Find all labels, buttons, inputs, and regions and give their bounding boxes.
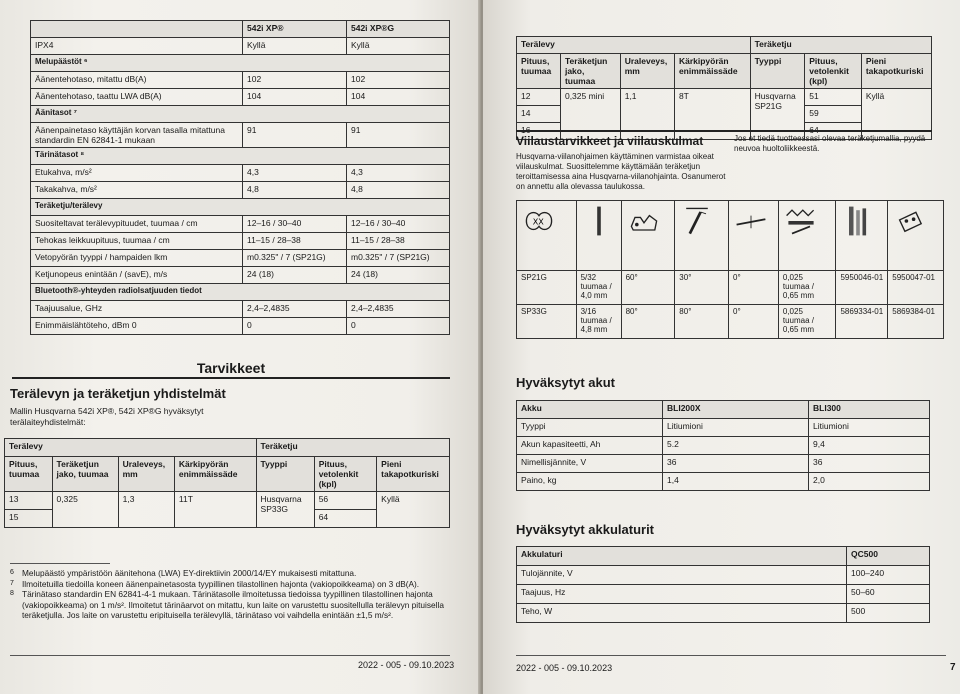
page-number: 7	[950, 662, 956, 673]
cell: 0,025 tuumaa / 0,65 mm	[778, 271, 836, 305]
combo-header-cell: Pituus, tuumaa	[517, 54, 561, 89]
spec-section-label: Teräketju/terälevy	[31, 199, 450, 216]
cell: 104	[347, 89, 450, 106]
chain-link-xx-icon	[517, 201, 577, 271]
cell: Akku	[517, 401, 663, 419]
cell: Akkulaturi	[517, 547, 847, 566]
table-row	[31, 182, 450, 199]
combo-header-cell: Tyyppi	[750, 54, 805, 89]
table-row	[31, 233, 450, 250]
combo-header-row	[5, 457, 450, 492]
cell: 9,4	[809, 437, 930, 455]
cell: 4,8	[347, 182, 450, 199]
akut-title: Hyväksytyt akut	[516, 375, 615, 390]
table-row	[31, 123, 450, 148]
table-row	[31, 318, 450, 335]
combo-group-chain: Teräketju	[256, 439, 449, 457]
cell: m0.325" / 7 (SP21G)	[347, 250, 450, 267]
combos-title: Terälevyn ja teräketjun yhdistelmät	[10, 386, 226, 401]
combo-header-cell: Teräketjun jako, tuumaa	[560, 54, 620, 89]
spec-section-row	[31, 106, 450, 123]
cell: 12–16 / 30–40	[243, 216, 347, 233]
cell: Takakahva, m/s²	[31, 182, 243, 199]
cell: IPX4	[31, 38, 243, 55]
cell: 50–60	[847, 585, 930, 604]
cell: 12–16 / 30–40	[347, 216, 450, 233]
cell: 91	[347, 123, 450, 148]
cell: 5/32 tuumaa / 4,0 mm	[576, 271, 621, 305]
akut-table	[516, 400, 930, 491]
cell: Äänenpainetaso käyttäjän korvan tasalla mitattuna standardin EN 62841-1 mukaan	[31, 123, 243, 148]
table-row	[517, 566, 930, 585]
cell: Akun kapasiteetti, Ah	[517, 437, 663, 455]
spec-section-label: Bluetooth®-yhteyden radiolsatjuuden tiedot	[31, 284, 450, 301]
files-note: Jos et tiedä tuotteessasi olevaa teräketjumallia, pyydä neuvoa huoltoliikkeestä.	[734, 134, 926, 153]
cell: 1,4	[663, 473, 809, 491]
table-row	[31, 216, 450, 233]
table-row	[31, 89, 450, 106]
cell: Kyllä	[377, 492, 450, 528]
combo-header-cell: Pituus, tuumaa	[5, 457, 53, 492]
cell: 56	[314, 492, 376, 510]
cell: 11–15 / 28–38	[347, 233, 450, 250]
cell: Tulojännite, V	[517, 566, 847, 585]
cell: Suositeltavat terälevypituudet, tuumaa / cm	[31, 216, 243, 233]
cell: 102	[347, 72, 450, 89]
cell: 24 (18)	[347, 267, 450, 284]
cell: Tehokas leikkuupituus, tuumaa / cm	[31, 233, 243, 250]
table-row	[31, 267, 450, 284]
table-row	[517, 455, 930, 473]
cell: 8T	[674, 89, 750, 140]
footnote	[10, 579, 460, 590]
cell: 80°	[621, 305, 675, 339]
right-combo-table	[516, 36, 932, 140]
cell: Kyllä	[347, 38, 450, 55]
cell: 36	[663, 455, 809, 473]
spec-section-label: Melupäästöt ⁶	[31, 55, 450, 72]
cell: Tyyppi	[517, 419, 663, 437]
footer-date-right: 2022 - 005 - 09.10.2023	[516, 663, 613, 673]
table-row	[517, 473, 930, 491]
combo-header-cell: Kärkipyörän enimmäissäde	[174, 457, 256, 492]
cell: 11T	[174, 492, 256, 528]
cell: 64	[314, 510, 376, 528]
cell: m0.325" / 7 (SP21G)	[243, 250, 347, 267]
combo-group-bar: Terälevy	[5, 439, 257, 457]
file-icons-row	[517, 201, 944, 271]
file-table	[516, 200, 944, 339]
table-row	[517, 437, 930, 455]
footnote-divider	[10, 563, 110, 564]
cell: 15	[5, 510, 53, 528]
combo-header-cell: Uraleveys, mm	[118, 457, 174, 492]
table-row	[517, 305, 944, 339]
cell: Husqvarna SP33G	[256, 492, 314, 528]
footer-rule-right	[516, 655, 946, 656]
cell: 5950047-01	[888, 271, 944, 305]
cell: 0,325	[52, 492, 118, 528]
cell: BLI300	[809, 401, 930, 419]
cell: 14	[517, 106, 561, 123]
spec-header-empty	[31, 21, 243, 38]
table-row	[517, 89, 932, 106]
footer-rule	[10, 655, 450, 656]
file-angle-icon	[675, 201, 729, 271]
cell: Kyllä	[243, 38, 347, 55]
combos-intro: Mallin Husqvarna 542i XP®, 542i XP®G hyväksytyt terälaiteyhdistelmät:	[10, 406, 204, 427]
file-guide-icon	[621, 201, 675, 271]
table-row	[517, 419, 930, 437]
spec-section-row	[31, 284, 450, 301]
cell: 5950046-01	[836, 271, 888, 305]
cell: 0	[243, 318, 347, 335]
table-row	[31, 38, 450, 55]
cell: 104	[243, 89, 347, 106]
table-row	[517, 604, 930, 623]
cell: 80°	[675, 305, 729, 339]
combo-header-cell: Uraleveys, mm	[620, 54, 674, 89]
cell: Husqvarna SP21G	[750, 89, 805, 140]
combo-header-cell: Tyyppi	[256, 457, 314, 492]
cell: SP33G	[517, 305, 577, 339]
footnote-number: 8	[10, 590, 14, 597]
cell: 1,1	[620, 89, 674, 140]
cell: 5869384-01	[888, 305, 944, 339]
spec-table	[30, 20, 450, 335]
cell: Taajuusalue, GHz	[31, 301, 243, 318]
spec-header-col1: 542i XP®	[243, 21, 347, 38]
combo-group-chain: Teräketju	[750, 37, 931, 54]
spec-section-label: Tärinätasot ⁸	[31, 148, 450, 165]
file-kit-icon	[836, 201, 888, 271]
cell: 100–240	[847, 566, 930, 585]
akut-header-row	[517, 401, 930, 419]
cell: 2,4–2,4835	[347, 301, 450, 318]
depth-gauge-icon	[778, 201, 836, 271]
cell: 5869334-01	[836, 305, 888, 339]
cell: 36	[809, 455, 930, 473]
footnote-text: Ilmoitetuilla tiedoilla koneen äänenpainetasosta tyypillinen tilastollinen hajonta (vakiopoikkeama) on 3 dB(A).	[22, 578, 420, 589]
table-row	[5, 492, 450, 510]
cell: QC500	[847, 547, 930, 566]
round-file-icon	[576, 201, 621, 271]
cell: Litiumioni	[809, 419, 930, 437]
cell: Nimellisjännite, V	[517, 455, 663, 473]
spec-header-row	[31, 21, 450, 38]
footnote	[10, 568, 460, 579]
footnote-number: 6	[10, 569, 14, 576]
spec-section-row	[31, 55, 450, 72]
footnote-text: Tärinätaso standardin EN 62841-4-1 mukaan. Tärinätasolle ilmoitetussa tiedoissa tyypillinen tilastollinen hajonta (vakiopoikkeama) on 1 m/s². Ilmoitetut tärinäarvot on mitattu, kun laite on varustettu suositellulla terälevyn pituisella teräketjulla. Jos laite on varustettu eripituisella terälevyllä, tärinätaso voi vaihdella enintään ±1,5 m/s².	[22, 589, 444, 620]
cell: 0,025 tuumaa / 0,65 mm	[778, 305, 836, 339]
table-row	[517, 271, 944, 305]
cell: Ketjunopeus enintään / (savE), m/s	[31, 267, 243, 284]
cell: 4,8	[243, 182, 347, 199]
cell: 0°	[729, 271, 779, 305]
spec-section-row	[31, 199, 450, 216]
footer-date: 2022 - 005 - 09.10.2023	[358, 660, 455, 670]
cell: 1,3	[118, 492, 174, 528]
combo-header-cell: Teräketjun jako, tuumaa	[52, 457, 118, 492]
cell: Paino, kg	[517, 473, 663, 491]
combo-header-cell: Pituus, vetolenkit (kpl)	[314, 457, 376, 492]
files-intro: Husqvarna-viilanohjaimen käyttäminen varmistaa oikeat viilauskulmat. Suosittelemme käyttämään teräketjun teroittamisessa aina Husqvarna-viilanohjainta. Osanumerot on annettu alla olevassa taulukossa.	[516, 152, 726, 191]
svg-text:XX: XX	[532, 216, 544, 227]
combo-header-cell: Pituus, vetolenkit (kpl)	[805, 54, 862, 89]
table-row	[31, 250, 450, 267]
cell: SP21G	[517, 271, 577, 305]
cell: 30°	[675, 271, 729, 305]
files-rule	[516, 130, 932, 132]
cell: Vetopyörän tyyppi / hampaiden lkm	[31, 250, 243, 267]
cell: Äänentehotaso, taattu LWA dB(A)	[31, 89, 243, 106]
laturit-header-row	[517, 547, 930, 566]
combo-header-row	[517, 54, 932, 89]
files-title: Viilaustarvikkeet ja viilauskulmat	[516, 134, 704, 148]
cell: Etukahva, m/s²	[31, 165, 243, 182]
cell: 4,3	[243, 165, 347, 182]
cell: Enimmäislähtöteho, dBm 0	[31, 318, 243, 335]
spec-header-col2: 542i XP®G	[347, 21, 450, 38]
tarvikkeet-title: Tarvikkeet	[12, 360, 450, 379]
cell: 2,0	[809, 473, 930, 491]
combo-group-bar: Terälevy	[517, 37, 751, 54]
file-holder-icon	[888, 201, 944, 271]
combo-header-cell: Pieni takapotkuriski	[861, 54, 931, 89]
combo-header-cell: Kärkipyörän enimmäissäde	[674, 54, 750, 89]
cell: Taajuus, Hz	[517, 585, 847, 604]
cell: 102	[243, 72, 347, 89]
laturit-table	[516, 546, 930, 623]
cell: 500	[847, 604, 930, 623]
file-tilt-icon	[729, 201, 779, 271]
cell: 13	[5, 492, 53, 510]
cell: 60°	[621, 271, 675, 305]
footnotes	[10, 568, 460, 621]
cell: Kyllä	[861, 89, 931, 140]
cell: 2,4–2,4835	[243, 301, 347, 318]
laturit-title: Hyväksytyt akkulaturit	[516, 522, 655, 537]
table-row	[31, 72, 450, 89]
cell: 0°	[729, 305, 779, 339]
cell: 0	[347, 318, 450, 335]
spec-section-row	[31, 148, 450, 165]
cell: 91	[243, 123, 347, 148]
cell: 51	[805, 89, 862, 106]
cell: 24 (18)	[243, 267, 347, 284]
cell: Litiumioni	[663, 419, 809, 437]
footnote-text: Melupäästö ympäristöön äänitehona (LWA) EY-direktiivin 2000/14/EY mukaisesti mitattuna.	[22, 568, 357, 578]
cell: 11–15 / 28–38	[243, 233, 347, 250]
cell: Teho, W	[517, 604, 847, 623]
cell: 3/16 tuumaa / 4,8 mm	[576, 305, 621, 339]
left-combo-table	[4, 438, 450, 528]
footnote	[10, 589, 460, 621]
cell: 12	[517, 89, 561, 106]
combo-header-cell: Pieni takapotkuriski	[377, 457, 450, 492]
table-row	[31, 165, 450, 182]
table-row	[31, 301, 450, 318]
cell: 4,3	[347, 165, 450, 182]
table-row	[517, 585, 930, 604]
cell: Äänentehotaso, mitattu dB(A)	[31, 72, 243, 89]
spec-section-label: Äänitasot ⁷	[31, 106, 450, 123]
cell: 0,325 mini	[560, 89, 620, 140]
cell: BLI200X	[663, 401, 809, 419]
footnote-number: 7	[10, 579, 14, 587]
cell: 5.2	[663, 437, 809, 455]
cell: 59	[805, 106, 862, 123]
